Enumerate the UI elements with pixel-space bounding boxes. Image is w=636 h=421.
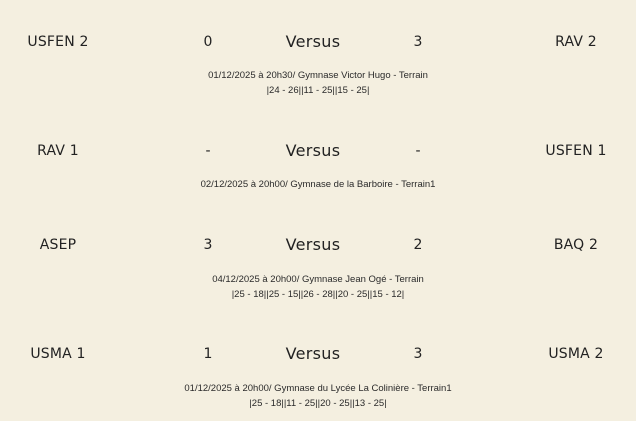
away-team-name[interactable]: RAV 2 [555, 34, 597, 50]
match-details: 04/12/2025 à 20h00/ Gymnase Jean Ogé - Terrain [212, 274, 424, 285]
versus-label: Versus [285, 344, 341, 363]
away-team-name[interactable]: USMA 2 [548, 346, 604, 362]
home-team-name[interactable]: RAV 1 [37, 143, 79, 159]
match-scoreline [0, 233, 636, 257]
away-score: - [415, 143, 421, 159]
match-info [0, 177, 636, 192]
match-scoreline [0, 139, 636, 163]
match-set-scores: |25 - 18||25 - 15||26 - 28||20 - 25||15 - 12| [231, 289, 405, 300]
home-score: 0 [203, 34, 213, 50]
match-details: 01/12/2025 à 20h30/ Gymnase Victor Hugo - Terrain [208, 70, 428, 81]
match-details: 01/12/2025 à 20h00/ Gymnase du Lycée La Colinière - Terrain1 [184, 383, 452, 394]
match-scoreline [0, 30, 636, 54]
match-card [0, 139, 636, 190]
versus-label: Versus [285, 141, 341, 160]
match-set-scores: |24 - 26||11 - 25||15 - 25| [266, 85, 370, 96]
match-scoreline [0, 342, 636, 366]
away-score: 3 [413, 346, 423, 362]
match-info [0, 381, 636, 411]
versus-label: Versus [285, 235, 341, 254]
away-score: 3 [413, 34, 423, 50]
away-team-name[interactable]: USFEN 1 [545, 143, 607, 159]
away-team-name[interactable]: BAQ 2 [553, 237, 599, 253]
match-info [0, 68, 636, 98]
match-card [0, 342, 636, 409]
match-set-scores: |25 - 18||11 - 25||20 - 25||13 - 25| [249, 398, 387, 409]
match-details: 02/12/2025 à 20h00/ Gymnase de la Barboire - Terrain1 [200, 179, 436, 190]
home-team-name[interactable]: USMA 1 [30, 346, 86, 362]
home-team-name[interactable]: USFEN 2 [27, 34, 89, 50]
home-score: - [205, 143, 211, 159]
home-score: 3 [203, 237, 213, 253]
home-score: 1 [203, 346, 213, 362]
away-score: 2 [413, 237, 423, 253]
match-info [0, 272, 636, 302]
match-card [0, 233, 636, 300]
versus-label: Versus [285, 32, 341, 51]
match-card [0, 30, 636, 96]
home-team-name[interactable]: ASEP [39, 237, 77, 253]
